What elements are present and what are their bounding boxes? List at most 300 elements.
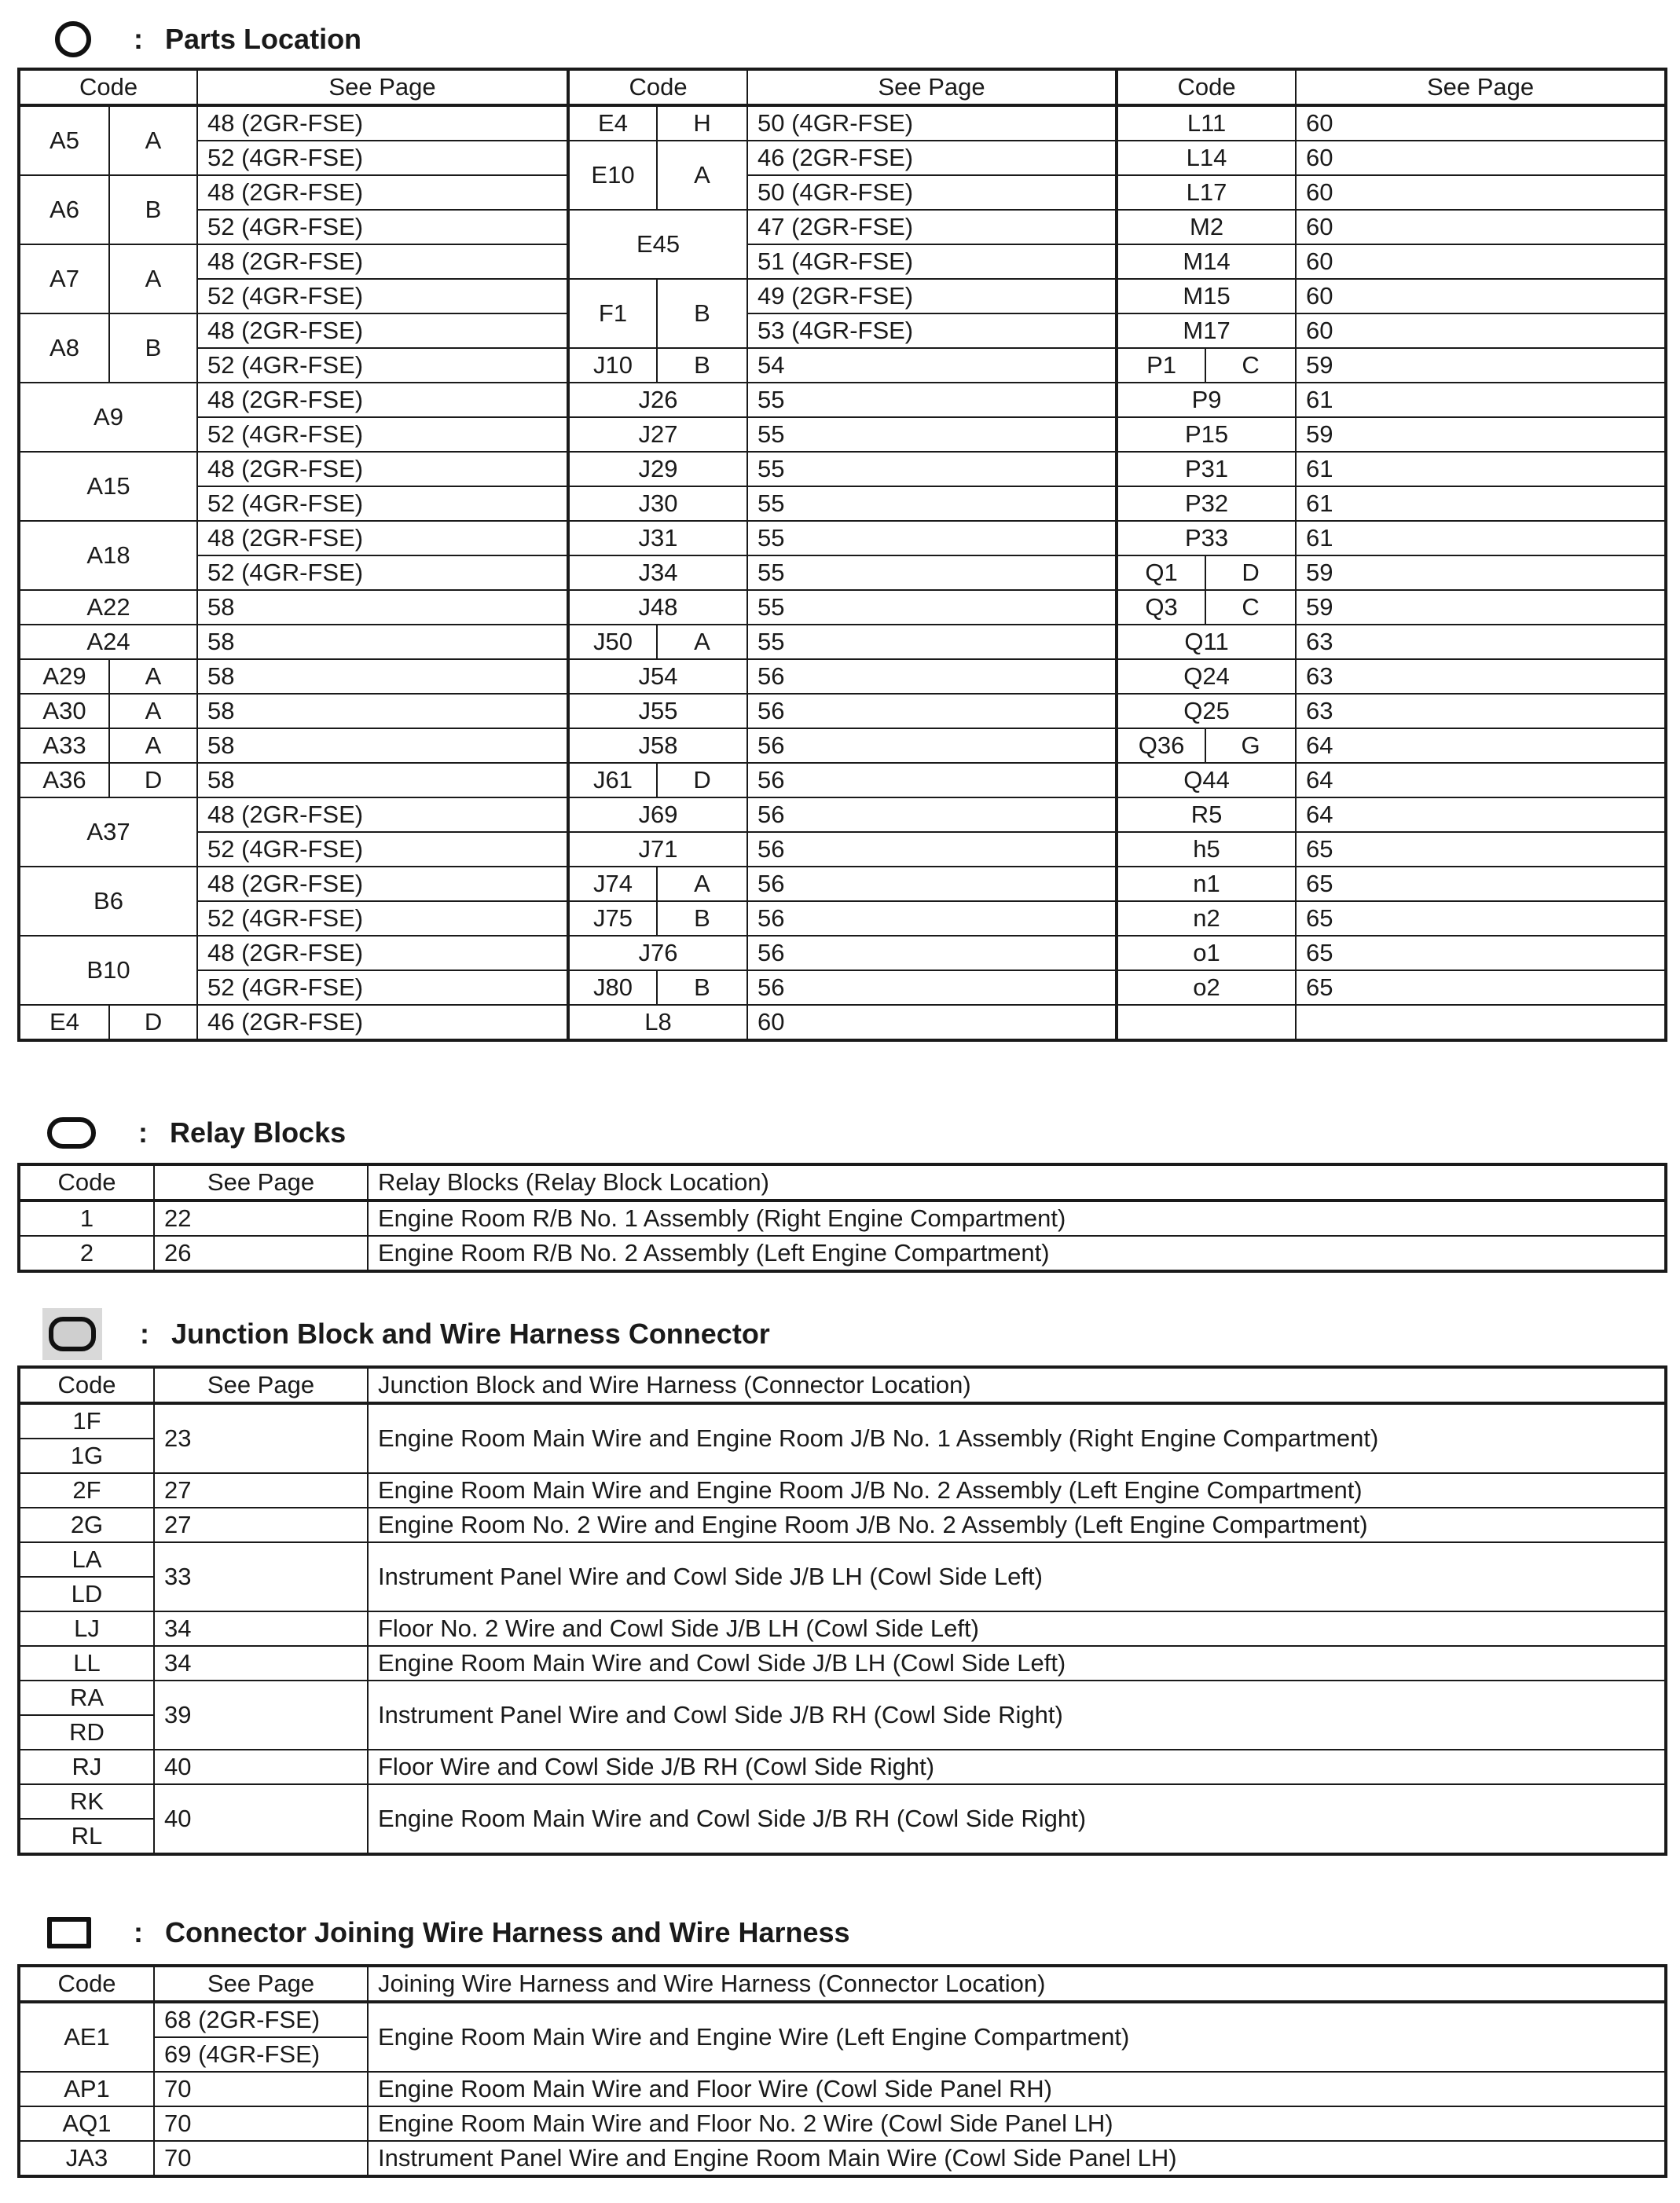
- code-cell: RL: [19, 1819, 154, 1854]
- code-cell: F1: [568, 279, 657, 348]
- see-page-cell: 61: [1296, 486, 1666, 521]
- code-cell: E4: [568, 105, 657, 141]
- see-page-cell: 64: [1296, 728, 1666, 763]
- code-header: Code: [19, 1966, 154, 2002]
- table-row: [19, 728, 1666, 763]
- see-page-cell: 52 (4GR-FSE): [197, 210, 568, 244]
- see-page-cell: 26: [154, 1236, 368, 1271]
- code-cell: A24: [19, 625, 197, 659]
- see-page-header: See Page: [747, 69, 1117, 105]
- junction-block-icon-frame: [42, 1308, 102, 1360]
- code-cell: AP1: [19, 2072, 154, 2106]
- see-page-cell: 58: [197, 659, 568, 694]
- see-page-cell: 58: [197, 590, 568, 625]
- table-row: [19, 452, 1666, 486]
- connector-letter-cell: B: [109, 175, 197, 244]
- table-row: [19, 901, 1666, 936]
- see-page-cell: 52 (4GR-FSE): [197, 901, 568, 936]
- connector-letter-cell: D: [109, 763, 197, 797]
- code-cell: n1: [1117, 867, 1296, 901]
- code-cell: L11: [1117, 105, 1296, 141]
- code-cell: J29: [568, 452, 747, 486]
- code-cell: 1: [19, 1200, 154, 1236]
- see-page-cell: 23: [154, 1403, 368, 1473]
- connector-letter-cell: B: [657, 970, 747, 1005]
- code-cell: 2G: [19, 1508, 154, 1542]
- code-cell: J27: [568, 417, 747, 452]
- code-cell: A37: [19, 797, 197, 867]
- rectangle-icon: [47, 1917, 91, 1948]
- see-page-cell: 48 (2GR-FSE): [197, 452, 568, 486]
- code-cell: P32: [1117, 486, 1296, 521]
- heading-colon: :: [140, 1318, 149, 1350]
- connector-letter-cell: C: [1205, 590, 1296, 625]
- see-page-cell: 56: [747, 901, 1117, 936]
- code-cell: A9: [19, 383, 197, 452]
- code-cell: B10: [19, 936, 197, 1005]
- see-page-cell: 61: [1296, 521, 1666, 555]
- table-header-row: [19, 1367, 1666, 1403]
- see-page-cell: 55: [747, 417, 1117, 452]
- connector-joining-table: [17, 1964, 1667, 2178]
- table-row: [19, 521, 1666, 555]
- see-page-cell: 59: [1296, 348, 1666, 383]
- table-row: [19, 694, 1666, 728]
- code-cell: Q11: [1117, 625, 1296, 659]
- relay-blocks-table: [17, 1163, 1667, 1273]
- code-cell: Q1: [1117, 555, 1205, 590]
- code-cell: h5: [1117, 832, 1296, 867]
- table-row: [19, 555, 1666, 590]
- description-cell: Engine Room R/B No. 2 Assembly (Left Engine Compartment): [368, 1236, 1666, 1271]
- code-cell: A7: [19, 244, 109, 313]
- see-page-cell: 60: [1296, 105, 1666, 141]
- code-header: Code: [568, 69, 747, 105]
- code-cell: J76: [568, 936, 747, 970]
- table-row: [19, 1236, 1666, 1271]
- code-cell: RJ: [19, 1750, 154, 1784]
- code-cell: P1: [1117, 348, 1205, 383]
- code-cell: E45: [568, 210, 747, 279]
- see-page-cell: 54: [747, 348, 1117, 383]
- see-page-cell: 48 (2GR-FSE): [197, 383, 568, 417]
- code-cell: M2: [1117, 210, 1296, 244]
- table-row: [19, 1508, 1666, 1542]
- table-row: [19, 2106, 1666, 2141]
- description-cell: Engine Room Main Wire and Floor Wire (Cowl Side Panel RH): [368, 2072, 1666, 2106]
- see-page-cell: 56: [747, 763, 1117, 797]
- heading-colon: :: [138, 1116, 148, 1149]
- code-cell: JA3: [19, 2141, 154, 2176]
- code-cell: J71: [568, 832, 747, 867]
- code-cell: AQ1: [19, 2106, 154, 2141]
- code-cell: LJ: [19, 1611, 154, 1646]
- code-cell: RD: [19, 1715, 154, 1750]
- code-cell: J75: [568, 901, 657, 936]
- table-row: [19, 625, 1666, 659]
- see-page-cell: 47 (2GR-FSE): [747, 210, 1117, 244]
- see-page-cell: 58: [197, 763, 568, 797]
- connector-letter-cell: G: [1205, 728, 1296, 763]
- table-row: [19, 1750, 1666, 1784]
- heading-colon: :: [134, 1916, 143, 1948]
- see-page-header: See Page: [154, 1367, 368, 1403]
- see-page-cell: 40: [154, 1784, 368, 1854]
- code-cell: A18: [19, 521, 197, 590]
- see-page-cell: 63: [1296, 625, 1666, 659]
- see-page-cell: 40: [154, 1750, 368, 1784]
- see-page-cell: 52 (4GR-FSE): [197, 970, 568, 1005]
- relay-blocks-heading: [47, 1109, 346, 1156]
- see-page-cell: 52 (4GR-FSE): [197, 141, 568, 175]
- table-row: [19, 244, 1666, 279]
- table-row: [19, 797, 1666, 832]
- connector-letter-cell: B: [657, 348, 747, 383]
- see-page-cell: 68 (2GR-FSE): [154, 2002, 368, 2037]
- code-cell: LD: [19, 1577, 154, 1611]
- see-page-cell: 55: [747, 625, 1117, 659]
- code-cell: P15: [1117, 417, 1296, 452]
- see-page-cell: 55: [747, 590, 1117, 625]
- see-page-cell: 27: [154, 1508, 368, 1542]
- see-page-cell: 48 (2GR-FSE): [197, 313, 568, 348]
- code-cell: J31: [568, 521, 747, 555]
- code-cell: M17: [1117, 313, 1296, 348]
- description-header: Joining Wire Harness and Wire Harness (Connector Location): [368, 1966, 1666, 2002]
- see-page-cell: 61: [1296, 452, 1666, 486]
- section-title: Connector Joining Wire Harness and Wire Harness: [165, 1916, 850, 1948]
- description-cell: Engine Room Main Wire and Cowl Side J/B RH (Cowl Side Right): [368, 1784, 1666, 1854]
- heading-colon: :: [134, 23, 143, 55]
- connector-letter-cell: A: [109, 728, 197, 763]
- description-cell: Engine Room No. 2 Wire and Engine Room J/B No. 2 Assembly (Left Engine Compartment): [368, 1508, 1666, 1542]
- code-cell: Q25: [1117, 694, 1296, 728]
- code-cell: 2F: [19, 1473, 154, 1508]
- rounded-rect-icon: [47, 1117, 96, 1149]
- junction-block-icon: [49, 1317, 96, 1351]
- connector-letter-cell: D: [109, 1005, 197, 1040]
- code-cell: RK: [19, 1784, 154, 1819]
- code-cell: Q44: [1117, 763, 1296, 797]
- connector-letter-cell: A: [657, 625, 747, 659]
- section-title: Parts Location: [165, 23, 362, 55]
- code-cell: Q3: [1117, 590, 1205, 625]
- see-page-cell: 22: [154, 1200, 368, 1236]
- see-page-cell: 59: [1296, 555, 1666, 590]
- table-row: [19, 383, 1666, 417]
- see-page-cell: 50 (4GR-FSE): [747, 105, 1117, 141]
- see-page-cell: 39: [154, 1681, 368, 1750]
- code-cell: J74: [568, 867, 657, 901]
- code-cell: 1G: [19, 1439, 154, 1473]
- code-cell: Q36: [1117, 728, 1205, 763]
- see-page-cell: 56: [747, 832, 1117, 867]
- see-page-cell: 52 (4GR-FSE): [197, 832, 568, 867]
- description-cell: Engine Room Main Wire and Floor No. 2 Wire (Cowl Side Panel LH): [368, 2106, 1666, 2141]
- description-header: Junction Block and Wire Harness (Connector Location): [368, 1367, 1666, 1403]
- table-row: [19, 867, 1666, 901]
- see-page-cell: 64: [1296, 763, 1666, 797]
- see-page-cell: 60: [1296, 279, 1666, 313]
- see-page-cell: 46 (2GR-FSE): [747, 141, 1117, 175]
- see-page-cell: 58: [197, 625, 568, 659]
- see-page-header: See Page: [1296, 69, 1666, 105]
- code-cell: LL: [19, 1646, 154, 1681]
- connector-letter-cell: H: [657, 105, 747, 141]
- table-row: [19, 1784, 1666, 1819]
- connector-letter-cell: D: [657, 763, 747, 797]
- code-cell: R5: [1117, 797, 1296, 832]
- table-row: [19, 936, 1666, 970]
- parts-location-heading: [47, 16, 361, 63]
- see-page-cell: 55: [747, 486, 1117, 521]
- code-cell: n2: [1117, 901, 1296, 936]
- table-row: [19, 2072, 1666, 2106]
- code-cell: A22: [19, 590, 197, 625]
- code-cell: A29: [19, 659, 109, 694]
- code-cell: J26: [568, 383, 747, 417]
- code-cell: A36: [19, 763, 109, 797]
- table-row: [19, 1611, 1666, 1646]
- description-cell: Engine Room Main Wire and Engine Room J/B No. 1 Assembly (Right Engine Compartment): [368, 1403, 1666, 1473]
- code-cell: J80: [568, 970, 657, 1005]
- code-header: Code: [19, 69, 197, 105]
- connector-letter-cell: A: [109, 694, 197, 728]
- connector-letter-cell: B: [657, 901, 747, 936]
- see-page-cell: 60: [1296, 210, 1666, 244]
- see-page-cell: 49 (2GR-FSE): [747, 279, 1117, 313]
- code-cell: AE1: [19, 2002, 154, 2072]
- connector-letter-cell: C: [1205, 348, 1296, 383]
- see-page-cell: 48 (2GR-FSE): [197, 521, 568, 555]
- connector-joining-heading: [47, 1909, 850, 1956]
- see-page-cell: 60: [1296, 175, 1666, 210]
- see-page-cell: 63: [1296, 694, 1666, 728]
- connector-letter-cell: A: [109, 244, 197, 313]
- see-page-cell: 55: [747, 555, 1117, 590]
- see-page-cell: 65: [1296, 936, 1666, 970]
- code-cell: P33: [1117, 521, 1296, 555]
- code-cell: J54: [568, 659, 747, 694]
- table-row: [19, 1681, 1666, 1715]
- code-cell: M14: [1117, 244, 1296, 279]
- table-row: [19, 1542, 1666, 1577]
- see-page-cell: 48 (2GR-FSE): [197, 867, 568, 901]
- see-page-cell: 52 (4GR-FSE): [197, 555, 568, 590]
- see-page-cell: 52 (4GR-FSE): [197, 348, 568, 383]
- code-cell: E4: [19, 1005, 109, 1040]
- connector-letter-cell: A: [109, 105, 197, 175]
- table-row: [19, 832, 1666, 867]
- description-cell: Instrument Panel Wire and Cowl Side J/B RH (Cowl Side Right): [368, 1681, 1666, 1750]
- description-cell: Engine Room R/B No. 1 Assembly (Right Engine Compartment): [368, 1200, 1666, 1236]
- see-page-cell: 48 (2GR-FSE): [197, 797, 568, 832]
- code-cell: J69: [568, 797, 747, 832]
- see-page-cell: 48 (2GR-FSE): [197, 244, 568, 279]
- code-cell: o2: [1117, 970, 1296, 1005]
- see-page-cell: 65: [1296, 970, 1666, 1005]
- code-cell: J58: [568, 728, 747, 763]
- code-header: Code: [1117, 69, 1296, 105]
- code-cell: M15: [1117, 279, 1296, 313]
- see-page-cell: 52 (4GR-FSE): [197, 279, 568, 313]
- see-page-cell: 34: [154, 1646, 368, 1681]
- code-cell: J61: [568, 763, 657, 797]
- table-row: [19, 105, 1666, 141]
- code-cell: B6: [19, 867, 197, 936]
- table-row: [19, 210, 1666, 244]
- see-page-cell: 51 (4GR-FSE): [747, 244, 1117, 279]
- table-row: [19, 486, 1666, 521]
- code-cell: J55: [568, 694, 747, 728]
- see-page-cell: 64: [1296, 797, 1666, 832]
- table-header-row: [19, 69, 1666, 105]
- connector-letter-cell: A: [657, 867, 747, 901]
- connector-letter-cell: A: [657, 141, 747, 210]
- table-row: [19, 313, 1666, 348]
- junction-block-heading: [47, 1310, 770, 1358]
- code-cell: 2: [19, 1236, 154, 1271]
- description-header: Relay Blocks (Relay Block Location): [368, 1164, 1666, 1200]
- see-page-cell: 53 (4GR-FSE): [747, 313, 1117, 348]
- see-page-cell: 27: [154, 1473, 368, 1508]
- see-page-cell: 33: [154, 1542, 368, 1611]
- see-page-cell: 69 (4GR-FSE): [154, 2037, 368, 2072]
- circle-icon: [55, 21, 91, 57]
- table-header-row: [19, 1966, 1666, 2002]
- see-page-cell: 55: [747, 452, 1117, 486]
- code-cell: P31: [1117, 452, 1296, 486]
- code-cell: P9: [1117, 383, 1296, 417]
- code-cell: J30: [568, 486, 747, 521]
- table-header-row: [19, 1164, 1666, 1200]
- code-cell: Q24: [1117, 659, 1296, 694]
- table-row: [19, 970, 1666, 1005]
- see-page-cell: 48 (2GR-FSE): [197, 936, 568, 970]
- see-page-cell: 65: [1296, 832, 1666, 867]
- section-title: Relay Blocks: [170, 1116, 347, 1149]
- code-cell: A6: [19, 175, 109, 244]
- see-page-cell: 58: [197, 694, 568, 728]
- see-page-cell: 50 (4GR-FSE): [747, 175, 1117, 210]
- code-cell: L8: [568, 1005, 747, 1040]
- see-page-cell: 56: [747, 728, 1117, 763]
- see-page-cell: 70: [154, 2106, 368, 2141]
- connector-letter-cell: A: [109, 659, 197, 694]
- see-page-cell: 46 (2GR-FSE): [197, 1005, 568, 1040]
- see-page-cell: 56: [747, 970, 1117, 1005]
- code-cell: LA: [19, 1542, 154, 1577]
- table-row: [19, 1646, 1666, 1681]
- table-row: [19, 1473, 1666, 1508]
- table-row: [19, 2141, 1666, 2176]
- description-cell: Engine Room Main Wire and Engine Room J/B No. 2 Assembly (Left Engine Compartment): [368, 1473, 1666, 1508]
- code-cell: L14: [1117, 141, 1296, 175]
- table-row: [19, 348, 1666, 383]
- description-cell: Floor Wire and Cowl Side J/B RH (Cowl Side Right): [368, 1750, 1666, 1784]
- code-cell: J50: [568, 625, 657, 659]
- see-page-cell: 59: [1296, 417, 1666, 452]
- table-row: [19, 763, 1666, 797]
- code-cell: RA: [19, 1681, 154, 1715]
- see-page-cell: 48 (2GR-FSE): [197, 105, 568, 141]
- section-title: Junction Block and Wire Harness Connector: [171, 1318, 770, 1350]
- code-cell: A30: [19, 694, 109, 728]
- connector-letter-cell: B: [109, 313, 197, 383]
- connector-letter-cell: D: [1205, 555, 1296, 590]
- description-cell: Floor No. 2 Wire and Cowl Side J/B LH (Cowl Side Left): [368, 1611, 1666, 1646]
- description-cell: Engine Room Main Wire and Engine Wire (Left Engine Compartment): [368, 2002, 1666, 2072]
- code-cell: o1: [1117, 936, 1296, 970]
- code-header: Code: [19, 1367, 154, 1403]
- see-page-cell: 56: [747, 867, 1117, 901]
- see-page-cell: 61: [1296, 383, 1666, 417]
- empty-cell: [1117, 1005, 1296, 1040]
- parts-location-table: [17, 68, 1667, 1042]
- junction-block-table: [17, 1365, 1667, 1856]
- table-row: [19, 590, 1666, 625]
- code-cell: E10: [568, 141, 657, 210]
- description-cell: Instrument Panel Wire and Cowl Side J/B LH (Cowl Side Left): [368, 1542, 1666, 1611]
- see-page-cell: 52 (4GR-FSE): [197, 417, 568, 452]
- description-cell: Instrument Panel Wire and Engine Room Main Wire (Cowl Side Panel LH): [368, 2141, 1666, 2176]
- see-page-cell: 56: [747, 797, 1117, 832]
- see-page-cell: 34: [154, 1611, 368, 1646]
- table-row: [19, 2002, 1666, 2037]
- code-cell: A33: [19, 728, 109, 763]
- code-cell: 1F: [19, 1403, 154, 1439]
- table-row: [19, 659, 1666, 694]
- connector-letter-cell: B: [657, 279, 747, 348]
- table-row: [19, 279, 1666, 313]
- empty-cell: [1296, 1005, 1666, 1040]
- see-page-cell: 56: [747, 659, 1117, 694]
- see-page-cell: 58: [197, 728, 568, 763]
- code-cell: J34: [568, 555, 747, 590]
- see-page-cell: 60: [747, 1005, 1117, 1040]
- table-row: [19, 1403, 1666, 1439]
- see-page-header: See Page: [154, 1164, 368, 1200]
- see-page-cell: 52 (4GR-FSE): [197, 486, 568, 521]
- code-cell: A5: [19, 105, 109, 175]
- code-cell: J48: [568, 590, 747, 625]
- code-cell: A15: [19, 452, 197, 521]
- code-cell: L17: [1117, 175, 1296, 210]
- table-row: [19, 141, 1666, 175]
- see-page-cell: 55: [747, 521, 1117, 555]
- see-page-cell: 65: [1296, 901, 1666, 936]
- see-page-cell: 56: [747, 936, 1117, 970]
- table-row: [19, 175, 1666, 210]
- table-row: [19, 1005, 1666, 1040]
- see-page-header: See Page: [197, 69, 568, 105]
- code-cell: A8: [19, 313, 109, 383]
- description-cell: Engine Room Main Wire and Cowl Side J/B LH (Cowl Side Left): [368, 1646, 1666, 1681]
- see-page-header: See Page: [154, 1966, 368, 2002]
- see-page-cell: 70: [154, 2141, 368, 2176]
- table-row: [19, 1200, 1666, 1236]
- see-page-cell: 55: [747, 383, 1117, 417]
- see-page-cell: 59: [1296, 590, 1666, 625]
- see-page-cell: 70: [154, 2072, 368, 2106]
- see-page-cell: 56: [747, 694, 1117, 728]
- table-row: [19, 417, 1666, 452]
- see-page-cell: 63: [1296, 659, 1666, 694]
- code-header: Code: [19, 1164, 154, 1200]
- see-page-cell: 60: [1296, 244, 1666, 279]
- see-page-cell: 48 (2GR-FSE): [197, 175, 568, 210]
- see-page-cell: 60: [1296, 141, 1666, 175]
